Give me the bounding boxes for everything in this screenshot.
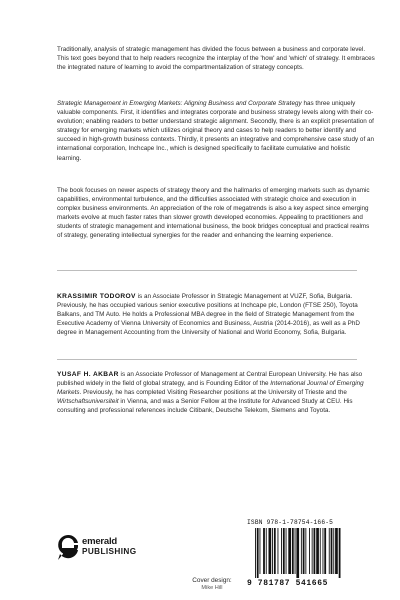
barcode-bar: [329, 528, 330, 574]
barcode-bar: [281, 528, 282, 574]
emerald-publishing-logo: [57, 534, 137, 560]
barcode-bar: [309, 528, 310, 574]
divider: [57, 359, 357, 360]
blurb-text-3: The book focuses on newer aspects of strategy theory and the hallmarks of emerging markets such as dynamic capabilities, environmental turbulence, and the difficulties associated with strategic choice and execution in complex business environments. An appreciation of the role of megatrends is also a key aspect since emerging markets evolve at much faster rates than slower growth developed economies. Appealing to practitioners and students of strategic management and international business, the book bridges conceptual and practical realms of strategy, generating intellectual synergies for the reader and enhancing the learning experience.: [57, 187, 370, 240]
barcode-bar: [312, 528, 313, 574]
publisher-subname: PUBLISHING: [82, 547, 137, 556]
barcode-digits: 9 781787 541665: [247, 579, 329, 588]
barcode-bar: [320, 528, 321, 574]
barcode-bar: [288, 528, 291, 574]
barcode-bar: [272, 528, 273, 574]
barcode-bar: [283, 528, 285, 574]
author-name-1: KRASSIMIR TODOROV: [57, 293, 136, 300]
barcode-bar: [296, 528, 299, 578]
blurb-text-1: Traditionally, analysis of strategic management has divided the focus between a business and corporate level. This text goes beyond that to help readers recognize the interplay of the 'how' and 'which' of strategy. It embraces the integrated nature of learning to avoid the compartmentalization of strategy concepts.: [57, 46, 375, 72]
barcode-bar: [286, 528, 287, 574]
blurb-paragraph-3: [57, 186, 375, 241]
emerald-e-logo-icon: [57, 534, 79, 560]
barcode-bar: [316, 528, 319, 574]
author-name-2: YUSAF H. AKBAR: [57, 371, 119, 378]
barcode-bar: [269, 528, 272, 574]
barcode-bar: [335, 528, 338, 574]
author-bio-text-1: is an Associate Professor in Strategic Management at VUZF, Sofia, Bulgaria. Previously, he has occupied various senior executive positions at Inchcape plc, London (FTSE 250), Toyota Balkans, and TM Auto. He holds a Professional MBA degree in the field of Strategic Management from the Executive Academy of Vienna University of Economics and Business, Austria (2014-2016), as well as a PhD degree in Management Accounting from the University of National and World Economy, Sofia, Bulgaria.: [57, 293, 360, 337]
university-name-italic: Wirtschaftsuniversiteit: [57, 398, 119, 406]
book-title-italic: Strategic Management in Emerging Markets: Aligning Business and Corporate Strategy: [57, 100, 302, 107]
barcode-bar: [295, 528, 296, 574]
barcode-bar: [292, 528, 294, 574]
author-bio-1: [57, 292, 375, 337]
barcode-bar: [303, 528, 305, 574]
blurb-paragraph-2: [57, 99, 375, 163]
blurb-text-2: has three uniquely valuable components. First, it identifies and integrates corporate and business strategy levels along with their co-evolution; enabling readers to better understand strategic alignment. Secondly, there is an explicit presentation of strategy for emerging markets which utilizes original theory and cases to help readers to better identify and succeed in high-growth business contexts. Thirdly, it presents an integrative and comprehensive case study of an international corporation, Inchcape Inc., which is designed specifically to facilitate cumulative and holistic learning.: [57, 100, 375, 162]
barcode-bar: [323, 528, 324, 574]
barcode-bar: [324, 528, 326, 574]
barcode-bar: [260, 528, 261, 574]
barcode-bar: [305, 528, 306, 574]
barcode-bar: [339, 528, 341, 578]
barcode-bar: [331, 528, 333, 574]
isbn-barcode-block: [247, 519, 370, 591]
author-bio-text-2c: in Vienna, and was a Senior Fellow at the Institute for Advanced Study at CEU. His consulting and professional references include Citibank, Deutsche Telekom, Siemens and Toyota.: [57, 398, 353, 415]
barcode-icon: [252, 528, 365, 578]
publisher-name: emerald: [82, 536, 118, 547]
barcode-bar: [257, 528, 259, 578]
author-bio-text-2a: is an Associate Professor of Management at Central European University. He has also published widely in the field of global strategy, and is Founding Editor of the: [57, 371, 363, 388]
divider: [57, 270, 357, 271]
blurb-paragraph-1: [57, 45, 375, 72]
cover-design-label: Cover design:: [192, 577, 232, 584]
cover-design-credit: [184, 577, 240, 591]
barcode-bar: [274, 528, 276, 574]
barcode-bar: [333, 528, 334, 574]
author-bio-2: [57, 370, 375, 415]
barcode-bar: [263, 528, 265, 574]
cover-designer-name: Mike Hill: [201, 585, 223, 591]
author-bio-text-2b: . Previously, he has completed Visiting Researcher positions at the University of Trieste and the: [79, 389, 347, 397]
barcode-bar: [266, 528, 267, 574]
barcode-bar: [314, 528, 316, 574]
isbn-label: ISBN 978-1-78754-166-5: [247, 519, 334, 526]
barcode-bar: [301, 528, 302, 574]
barcode-bar: [278, 528, 279, 574]
journal-title-italic: International Journal of Emerging Markets: [57, 380, 364, 397]
barcode-bar: [255, 528, 256, 578]
